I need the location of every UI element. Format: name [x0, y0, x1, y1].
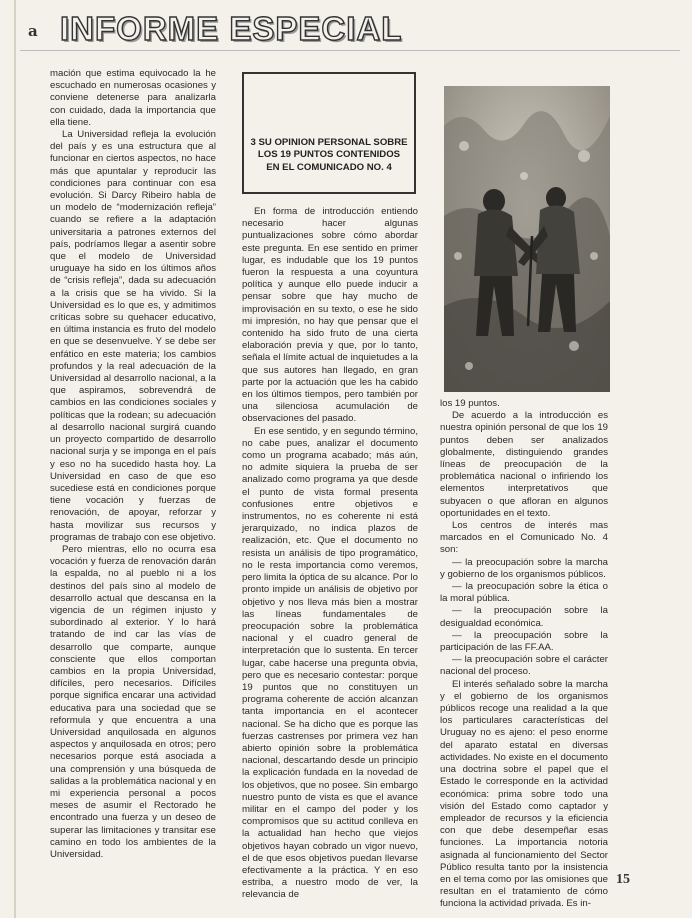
- column-middle: [242, 206, 418, 902]
- binding-edge: [14, 0, 16, 918]
- paragraph: El interés señalado sobre la marcha y el gobierno de los organismos públicos recoge una realidad a la que los particulares características del Uruguay no es ajeno: el peso enorme del aparato estatal en diversas actividades. No existe en el documento una doctrina sobre el papel que el Estado le corresponde en la actividad económica: prima sobre todo una visión del Estado como captador y empleador de recursos y la eficiencia con que debe desempeñar esas funciones. La importancia notoria asignada al funcionamiento del Sector Público resulta tanto por la insistencia en el tema como por las omisiones que resultan en el tratamiento de cómo funciona la actividad privada. Es in-: [440, 678, 608, 910]
- list-item: — la preocupación sobre la participación de las FF.AA.: [440, 629, 608, 654]
- question-heading: 3 SU OPINION PERSONAL SOBRE LOS 19 PUNTOS CONTENIDOS EN EL COMUNICADO NO. 4: [250, 136, 408, 173]
- header-divider: [20, 50, 680, 51]
- list-item: — la preocupación sobre la marcha y gobierno de los organismos públicos.: [440, 556, 608, 580]
- question-heading-box: [242, 72, 416, 194]
- section-mark: a: [28, 22, 38, 40]
- paragraph: Los centros de interés mas marcados en el Comunicado No. 4 son:: [440, 520, 608, 556]
- page-number: 15: [616, 872, 630, 887]
- photo-field-workers: [444, 86, 610, 392]
- paragraph: De acuerdo a la introducción es nuestra opinión personal de que los 19 puntos deben ser analizados globalmente, distinguiendo grandes líneas de preocupación de la problemática nacional o infiriendo los elementos interpretativos que subyacen o que afloran en algunos oportunidades en el texto.: [440, 410, 608, 519]
- list-item: — la preocupación sobre el carácter nacional del proceso.: [440, 654, 608, 678]
- paragraph: La Universidad refleja la evolución del país y es una estructura que al funcionar en ciertos aspectos, no hace más que apuntalar y reproducir las condiciones para continuar con esa evolución. Si Darcy Ribeiro habla de un modelo de “modernización refleja” cuando se refiere a la adaptación universitaria a patrones externos del país, podríamos llegar a asentir sobre que el modelo de Universidad uruguaye ha sido en los últimos años de “crisis refleja”, dada su adecuación a la crisis que se ha vivido. Si la Universidad es lo que es, y admitimos críticas sobre su quehacer educativo, en última instancia es fruto del modelo en que se desenvuelve. Y se debe ser enfático en este materia; los cambios profundos y la real adecuación de la Universidad al desarrollo nacional, a la que aspiramos, sobrevendrá de cambios en las condiciones sociales y políticas que la rodean; su adecuación al desarrollo nacional surgirá cuando un proyecto compartido de desarrollo nacional surja y se imponga en el país y eso no ha sucedido hasta hoy. La Universidad en caso de que eso sucediese está en condiciones porque tiene vocación y fuerzas de renovación, de apoyar, reforzar y hasta movilizar sus recursos y programas de trabajo con ese objetivo.: [50, 129, 216, 543]
- list-item: — la preocupación sobre la desigualdad económica.: [440, 605, 608, 629]
- paragraph: mación que estima equivocado la he escuchado en numerosas ocasiones y conviene detenerse para analizarla con cuidado, dada la importancia que ella tiene.: [50, 68, 216, 128]
- paragraph: Pero mientras, ello no ocurra esa vocación y fuerza de renovación darán la espalda, no al pueblo ni a los destinos del país sino al modelo de desarrollo actual que descansa en la vigencia de un régimen injusto y subordinado al exterior. Y lo hará tratando de ind car las vías de desarrollo que comparte, aunque consciente que ellos comportan cambios en la propia Universidad, difíciles, pero necesarios. Difíciles porque significa encarar una actividad educativa para una sociedad que se reformula y que encuentra a una Universidad anquilosada en algunos aspectos y anquilosada en otros; pero necesarios porque está asociada a una comprensión y una búsqueda de salidas a la problemática nacional y en mi experiencia personal a pocos meses de asumir el Rectorado he encontrado una fuerza y un deseo de superar las limitaciones y transitar ese camino en todo los ambientes de la Universidad.: [50, 543, 216, 860]
- column-left: [50, 68, 216, 861]
- list-item: — la preocupación sobre la ética o la moral pública.: [440, 581, 608, 605]
- paragraph: los 19 puntos.: [440, 398, 500, 409]
- column-right: [440, 398, 608, 911]
- paragraph: En ese sentido, y en segundo término, no cabe pues, analizar el documento como un programa acabado; más aún, no admite siquiera la prueba de ser analizado como programa ya que desde el punto de vista formal presenta confusiones entre objetivos e instrumentos, no es coherente ni está jerarquizado, no indica plazos de realización, etc. Que el documento no resista un análisis de tipo programático, no le resta importancia como veremos, pero limita la óptica de su alcance. Por lo pronto impide un análisis de objetivo por objetivo y nos lleva más bien a mostrar las líneas fundamentales de preocupación sobre la problemática nacional y el cuadro general de interpretación que lo sustenta. En tercer lugar, cabe hacerse una pregunta obvia, pero que es necesario contestar: porque 19 puntos que no constituyen un programa coherente de acción alcanzan tanta importancia en el acontecer nacional. Se ha dicho que es porque las fuerzas castrenses por primera vez han abierto opinión sobre la problemática nacional, descartando desde un principio la explicación fundada en la novedad de los objetivos, que no posee. Sin embargo nuestro punto de vista es que el avance militar en el campo del poder y los compromisos que su actitud conlleva en la actualidad han hecho que viejos objetivos hayan cobrado un vigor nuevo, el de que esos objetivos puedan llevarse efectivamente a la práctica. Y en eso estriba, a nuestro modo de ver, la relevancia de: [242, 425, 418, 901]
- paragraph: En forma de introducción entiendo necesario hacer algunas puntualizaciones sobre cómo abordar este pregunta. En ese sentido en primer lugar, es indudable que los 19 puntos fueron la respuesta a una coyuntura política y aunque ello puede inducir a pensar sobre que hay mucho de improvisación en su texto, o ese he sido mi impresión, no hay que pensar que el contenido ha sido fruto de una cierta elaboración previa y que, por lo tanto, señala el límite actual de inquietudes a la que sus autores han llegado, en gran parte por la actuación que les ha cabido en los últimos tiempos, pero también por una silenciosa acumulación de observaciones del pasado.: [242, 206, 418, 425]
- section-title: INFORME ESPECIAL: [60, 10, 403, 47]
